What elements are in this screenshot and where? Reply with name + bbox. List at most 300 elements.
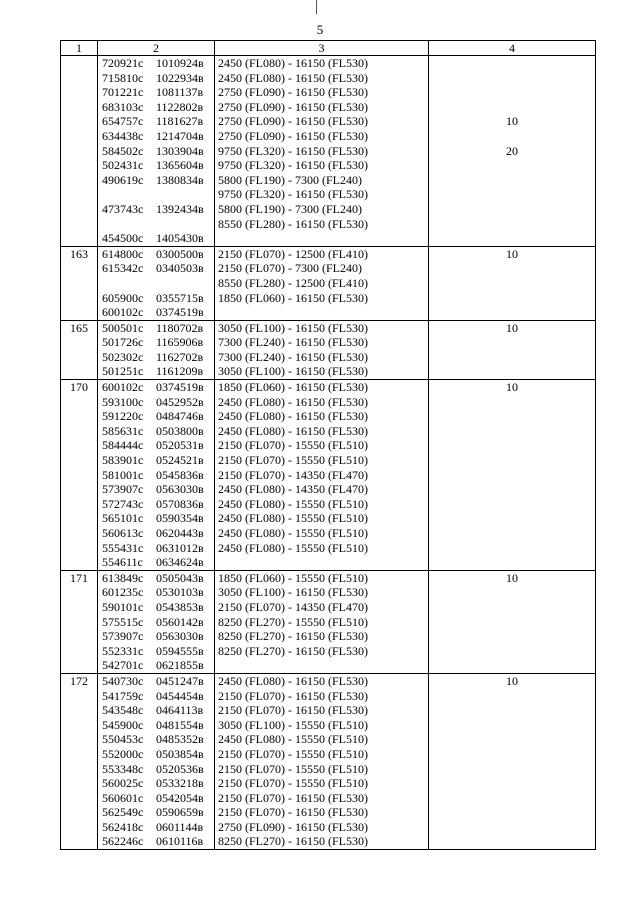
latitude: 501251с: [102, 364, 144, 379]
coordinate-line: [102, 747, 214, 762]
latitude: 605900с: [102, 290, 144, 305]
altitude-range: 2150 (FL070) - 15550 (FL510): [218, 761, 368, 776]
coordinate-line: [102, 380, 214, 395]
latitude: 500501с: [102, 320, 144, 335]
longitude: 1122802в: [156, 99, 204, 114]
latitude: 552331с: [102, 643, 144, 658]
altitude-range: 2150 (FL070) - 7300 (FL240): [218, 261, 362, 276]
value: 10: [506, 673, 518, 688]
value: [429, 834, 595, 849]
coordinate-line: [102, 600, 214, 615]
altitude-range: 2750 (FL090) - 16150 (FL530): [218, 114, 368, 129]
latitude: 560025с: [102, 776, 144, 791]
coordinate-line: [102, 718, 214, 733]
latitude: 541759с: [102, 688, 144, 703]
coordinate-line: [102, 335, 214, 350]
longitude: 0464113в: [156, 703, 204, 718]
latitude: 575515с: [102, 614, 144, 629]
value: [429, 658, 595, 673]
altitude-range: 2450 (FL080) - 14350 (FL470): [218, 482, 368, 497]
latitude: 584502с: [102, 143, 144, 158]
altitude-range: 2450 (FL080) - 16150 (FL530): [218, 673, 368, 688]
coordinate-line: [102, 776, 214, 791]
altitude-range: 2750 (FL090) - 16150 (FL530): [218, 85, 368, 100]
table-row: [61, 56, 596, 247]
altitude-range: 3050 (FL100) - 16150 (FL530): [218, 364, 368, 379]
value: [429, 468, 595, 483]
coordinate-line: [102, 791, 214, 806]
latitude: 572743с: [102, 496, 144, 511]
coordinate-line: [102, 571, 214, 586]
altitude-range: 7300 (FL240) - 16150 (FL530): [218, 349, 368, 364]
value: [429, 600, 595, 615]
table-row: [61, 320, 596, 379]
value: [429, 276, 595, 291]
latitude: 562418с: [102, 819, 144, 834]
longitude: 1392434в: [156, 201, 204, 216]
value: [429, 438, 595, 453]
latitude: 600102с: [102, 380, 144, 395]
value: [429, 173, 595, 188]
altitude-range: 2150 (FL070) - 14350 (FL470): [218, 467, 368, 482]
longitude: 1405430в: [156, 231, 204, 246]
value: [429, 217, 595, 232]
value: [429, 305, 595, 320]
coordinates-cell: [98, 320, 215, 379]
longitude: 1162702в: [156, 349, 204, 364]
zone-number-cell: 163: [61, 246, 98, 320]
coordinate-line: [102, 468, 214, 483]
value: [429, 364, 595, 379]
altitude-range: 8250 (FL270) - 16150 (FL530): [218, 629, 368, 644]
coordinate-line: [102, 703, 214, 718]
altitude-range: 8250 (FL270) - 16150 (FL530): [218, 834, 368, 849]
value: [429, 776, 595, 791]
altitude-range-cell: [215, 673, 429, 849]
value: [429, 482, 595, 497]
coordinates-cell: [98, 246, 215, 320]
value: [429, 71, 595, 86]
longitude: 0542054в: [156, 790, 204, 805]
value: [429, 85, 595, 100]
latitude: 545900с: [102, 717, 144, 732]
coordinate-line: [102, 202, 214, 217]
coordinate-line: [102, 100, 214, 115]
altitude-range-cell: [215, 380, 429, 571]
longitude: 1180702в: [156, 320, 204, 335]
coordinate-line: [102, 217, 214, 232]
coordinates-cell: [98, 380, 215, 571]
coordinate-line: [102, 629, 214, 644]
latitude: 585631с: [102, 423, 144, 438]
longitude: 1010924в: [156, 56, 204, 70]
value: [429, 409, 595, 424]
altitude-range: 2150 (FL070) - 15550 (FL510): [218, 776, 368, 791]
latitude: 720921с: [102, 56, 144, 70]
longitude: 0454454в: [156, 688, 204, 703]
scan-artifact-line: [316, 0, 317, 14]
longitude: 0530103в: [156, 585, 204, 600]
longitude: 1161209в: [156, 364, 204, 379]
altitude-range: 2450 (FL080) - 15550 (FL510): [218, 496, 368, 511]
altitude-range: 5800 (FL190) - 7300 (FL240): [218, 201, 362, 216]
coordinate-line: [102, 114, 214, 129]
altitude-range: 7300 (FL240) - 16150 (FL530): [218, 335, 368, 350]
altitude-range: 1850 (FL060) - 15550 (FL510): [218, 570, 368, 585]
coordinate-line: [102, 56, 214, 71]
value: [429, 453, 595, 468]
coordinate-line: [102, 173, 214, 188]
latitude: 565101с: [102, 511, 144, 526]
altitude-range: 1850 (FL060) - 16150 (FL530): [218, 380, 368, 395]
value: [429, 747, 595, 762]
coordinate-line: [102, 321, 214, 336]
altitude-range-cell: [215, 570, 429, 673]
longitude: 0300500в: [156, 246, 204, 261]
latitude: 543548с: [102, 703, 144, 718]
longitude: 0484746в: [156, 409, 204, 424]
coordinate-line: [102, 129, 214, 144]
longitude: 0374519в: [156, 380, 204, 395]
coordinate-line: [102, 644, 214, 659]
coordinate-line: [102, 158, 214, 173]
coordinate-line: [102, 555, 214, 570]
coordinate-line: [102, 350, 214, 365]
latitude: 502431с: [102, 158, 144, 173]
coordinate-line: [102, 658, 214, 673]
altitude-range: 8250 (FL270) - 16150 (FL530): [218, 643, 368, 658]
altitude-range: [218, 658, 428, 673]
altitude-range-cell: [215, 320, 429, 379]
longitude: 0590354в: [156, 511, 204, 526]
altitude-range: 2450 (FL080) - 16150 (FL530): [218, 56, 368, 70]
value: [429, 395, 595, 410]
value: [429, 424, 595, 439]
longitude: 1181627в: [156, 114, 204, 129]
longitude: 0524521в: [156, 453, 204, 468]
longitude: 1365604в: [156, 158, 204, 173]
longitude: 0533218в: [156, 776, 204, 791]
coordinate-line: [102, 762, 214, 777]
zone-number-cell: 171: [61, 570, 98, 673]
coordinate-line: [102, 144, 214, 159]
value: [429, 291, 595, 306]
value: [429, 335, 595, 350]
coordinate-line: [102, 526, 214, 541]
longitude: 0570836в: [156, 496, 204, 511]
latitude: 583901с: [102, 453, 144, 468]
latitude: 555431с: [102, 540, 144, 555]
altitude-range: 5800 (FL190) - 7300 (FL240): [218, 172, 362, 187]
value: [429, 762, 595, 777]
longitude: 0451247в: [156, 673, 204, 688]
value: 10: [506, 320, 518, 335]
longitude: 0563030в: [156, 629, 204, 644]
coordinate-line: [102, 424, 214, 439]
longitude: 1081137в: [156, 85, 204, 100]
value-cell: [429, 673, 596, 849]
coordinate-line: [102, 541, 214, 556]
value-cell: [429, 570, 596, 673]
altitude-range: 2450 (FL080) - 16150 (FL530): [218, 394, 368, 409]
latitude: 654757с: [102, 114, 144, 129]
value: [429, 231, 595, 246]
value: [429, 805, 595, 820]
longitude: 0481554в: [156, 717, 204, 732]
latitude: 550453с: [102, 732, 144, 747]
value: 20: [506, 143, 518, 158]
value: [429, 555, 595, 570]
longitude: 0590659в: [156, 805, 204, 820]
latitude: 490619с: [102, 172, 144, 187]
table-row: [61, 380, 596, 571]
latitude: 553348с: [102, 761, 144, 776]
coordinates-cell: [98, 673, 215, 849]
value: [429, 350, 595, 365]
altitude-range: 2450 (FL080) - 15550 (FL510): [218, 540, 368, 555]
altitude-range: 2150 (FL070) - 12500 (FL410): [218, 246, 368, 261]
value: [429, 585, 595, 600]
value-cell: [429, 320, 596, 379]
value: [429, 158, 595, 173]
value: [429, 689, 595, 704]
coordinate-line: [102, 305, 214, 320]
value: [429, 644, 595, 659]
latitude: 581001с: [102, 467, 144, 482]
latitude: 601235с: [102, 585, 144, 600]
longitude: 0620443в: [156, 526, 204, 540]
latitude: 613849с: [102, 570, 144, 585]
value: [429, 56, 595, 71]
table-row: [61, 673, 596, 849]
value: [429, 718, 595, 733]
latitude: 554611с: [102, 555, 143, 570]
value: [429, 629, 595, 644]
altitude-range: [218, 231, 428, 246]
longitude: 0503854в: [156, 746, 204, 761]
longitude: 0520536в: [156, 761, 204, 776]
longitude: 0452952в: [156, 394, 204, 409]
coordinate-line: [102, 231, 214, 246]
latitude: 502302с: [102, 349, 144, 364]
coordinates-cell: [98, 570, 215, 673]
page-number: 5: [316, 22, 324, 37]
longitude: 1022934в: [156, 70, 204, 85]
longitude: 0594555в: [156, 643, 204, 658]
column-header: 1: [61, 41, 98, 56]
altitude-range: 2150 (FL070) - 15550 (FL510): [218, 746, 368, 761]
coordinate-line: [102, 689, 214, 704]
longitude: 0560142в: [156, 614, 204, 629]
coordinate-line: [102, 261, 214, 276]
altitude-range: 3050 (FL100) - 16150 (FL530): [218, 585, 368, 600]
value-cell: [429, 246, 596, 320]
latitude: 552000с: [102, 746, 144, 761]
coordinate-line: [102, 291, 214, 306]
coordinate-line: [102, 585, 214, 600]
coordinate-line: [102, 453, 214, 468]
zone-number-cell: [61, 56, 98, 247]
coordinates-cell: [98, 56, 215, 247]
latitude: 573907с: [102, 482, 144, 497]
latitude: 562549с: [102, 805, 144, 820]
coordinate-line: [102, 276, 214, 291]
latitude: 501726с: [102, 335, 144, 350]
value: [429, 732, 595, 747]
coordinate-line: [102, 511, 214, 526]
longitude: 1165906в: [156, 335, 204, 350]
coordinate-line: [102, 820, 214, 835]
coordinate-line: [102, 615, 214, 630]
latitude: 560601с: [102, 790, 144, 805]
longitude: 0543853в: [156, 599, 204, 614]
table-body: [61, 56, 596, 850]
longitude: 0340503в: [156, 261, 204, 276]
latitude: 540730с: [102, 673, 144, 688]
altitude-range: 8550 (FL280) - 16150 (FL530): [218, 216, 368, 231]
altitude-range: 8550 (FL280) - 12500 (FL410): [218, 275, 368, 290]
altitude-range: 2450 (FL080) - 16150 (FL530): [218, 409, 368, 424]
column-header: 3: [215, 41, 429, 56]
value: [429, 261, 595, 276]
coordinate-line: [102, 187, 214, 202]
value: [429, 497, 595, 512]
coordinate-line: [102, 364, 214, 379]
latitude: 600102с: [102, 305, 144, 320]
altitude-range: 2750 (FL090) - 16150 (FL530): [218, 819, 368, 834]
altitude-range: 1850 (FL060) - 16150 (FL530): [218, 290, 368, 305]
airspace-coordinates-table: [60, 40, 596, 850]
altitude-range: 9750 (FL320) - 16150 (FL530): [218, 143, 368, 158]
value: [429, 129, 595, 144]
altitude-range: 3050 (FL100) - 16150 (FL530): [218, 320, 368, 335]
latitude: 715810с: [102, 70, 144, 85]
table-row: [61, 570, 596, 673]
value: [429, 511, 595, 526]
altitude-range: 2150 (FL070) - 15550 (FL510): [218, 453, 368, 468]
coordinate-line: [102, 497, 214, 512]
altitude-range: 2450 (FL080) - 15550 (FL510): [218, 511, 368, 526]
value: [429, 820, 595, 835]
altitude-range-cell: [215, 56, 429, 247]
latitude: 542701с: [102, 658, 144, 673]
value: [429, 202, 595, 217]
value: 10: [506, 570, 518, 585]
longitude: 0545836в: [156, 467, 204, 482]
altitude-range: 2450 (FL080) - 15550 (FL510): [218, 732, 368, 747]
altitude-range: 2450 (FL080) - 16150 (FL530): [218, 423, 368, 438]
longitude: 0485352в: [156, 732, 204, 747]
latitude: 454500с: [102, 231, 144, 246]
coordinate-line: [102, 247, 214, 262]
column-header: 2: [98, 41, 215, 56]
latitude: 584444с: [102, 438, 144, 453]
table-row: [61, 246, 596, 320]
altitude-range: 2150 (FL070) - 16150 (FL530): [218, 703, 368, 718]
latitude: 473743с: [102, 201, 144, 216]
coordinate-line: [102, 482, 214, 497]
coordinate-line: [102, 409, 214, 424]
longitude: 0563030в: [156, 482, 204, 497]
coordinate-line: [102, 85, 214, 100]
latitude: 614800с: [102, 246, 144, 261]
value: [429, 541, 595, 556]
coordinate-line: [102, 438, 214, 453]
latitude: 683103с: [102, 99, 144, 114]
table-header-row: [61, 41, 596, 56]
altitude-range: 8250 (FL270) - 15550 (FL510): [218, 614, 368, 629]
longitude: 0610116в: [156, 834, 204, 849]
altitude-range: 2750 (FL090) - 16150 (FL530): [218, 99, 368, 114]
zone-number-cell: 170: [61, 380, 98, 571]
altitude-range: 2150 (FL070) - 16150 (FL530): [218, 805, 368, 820]
altitude-range: 2150 (FL070) - 15550 (FL510): [218, 438, 368, 453]
coordinate-line: [102, 674, 214, 689]
longitude: 0634624в: [156, 555, 204, 570]
longitude: 0621855в: [156, 658, 204, 673]
altitude-range: 3050 (FL100) - 15550 (FL510): [218, 717, 368, 732]
latitude: 701221с: [102, 85, 144, 100]
value: 10: [506, 380, 518, 395]
altitude-range: [218, 305, 428, 320]
longitude: 0355715в: [156, 290, 204, 305]
longitude: 1380834в: [156, 172, 204, 187]
altitude-range: 2450 (FL080) - 16150 (FL530): [218, 70, 368, 85]
altitude-range: 9750 (FL320) - 16150 (FL530): [218, 187, 368, 202]
coordinate-line: [102, 805, 214, 820]
latitude: 560613с: [102, 526, 144, 540]
altitude-range: 2450 (FL080) - 15550 (FL510): [218, 526, 368, 540]
column-header: 4: [429, 41, 596, 56]
altitude-range: 9750 (FL320) - 16150 (FL530): [218, 158, 368, 173]
altitude-range: [218, 555, 428, 570]
latitude: 634438с: [102, 128, 144, 143]
value: 10: [506, 114, 518, 129]
longitude: 0631012в: [156, 540, 204, 555]
longitude: 0505043в: [156, 570, 204, 585]
value-cell: [429, 56, 596, 247]
longitude: 0374519в: [156, 305, 204, 320]
latitude: 615342с: [102, 261, 144, 276]
coordinate-line: [102, 732, 214, 747]
altitude-range: 2750 (FL090) - 16150 (FL530): [218, 128, 368, 143]
value: [429, 615, 595, 630]
longitude: 0520531в: [156, 438, 204, 453]
latitude: 573907с: [102, 629, 144, 644]
altitude-range: 2150 (FL070) - 16150 (FL530): [218, 790, 368, 805]
zone-number-cell: 165: [61, 320, 98, 379]
altitude-range-cell: [215, 246, 429, 320]
longitude: 0503800в: [156, 423, 204, 438]
coordinate-line: [102, 71, 214, 86]
latitude: 562246с: [102, 834, 144, 849]
value: [429, 791, 595, 806]
latitude: 593100с: [102, 394, 144, 409]
longitude: 0601144в: [156, 819, 204, 834]
coordinate-line: [102, 395, 214, 410]
value: 10: [506, 246, 518, 261]
latitude: 590101с: [102, 599, 144, 614]
value: [429, 100, 595, 115]
longitude: 1214704в: [156, 128, 204, 143]
value-cell: [429, 380, 596, 571]
latitude: 591220с: [102, 409, 144, 424]
coordinate-line: [102, 834, 214, 849]
altitude-range: 2150 (FL070) - 14350 (FL470): [218, 599, 368, 614]
value: [429, 526, 595, 541]
altitude-range: 2150 (FL070) - 16150 (FL530): [218, 688, 368, 703]
value: [429, 703, 595, 718]
